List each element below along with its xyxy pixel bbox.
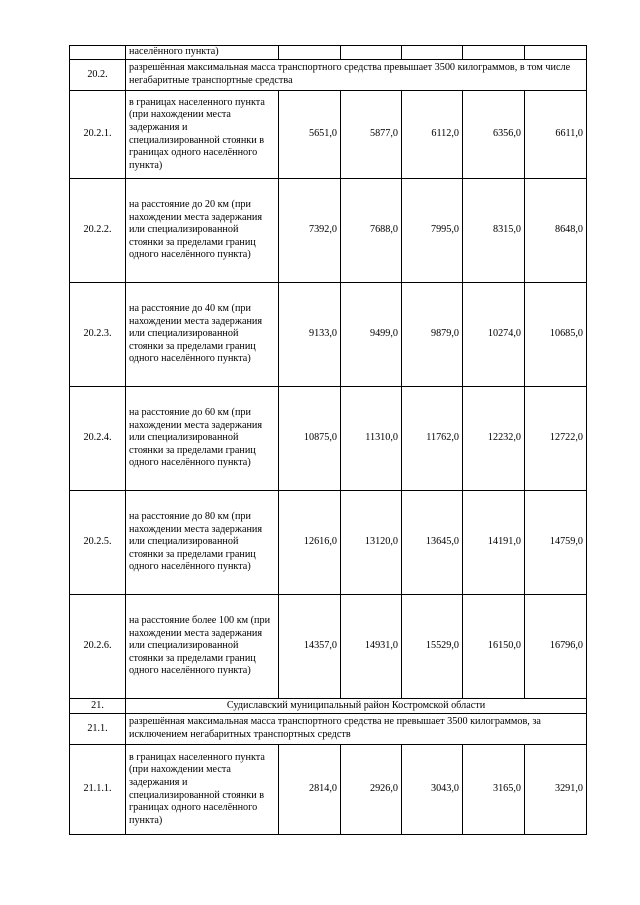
group-description: разрешённая максимальная масса транспортного средства не превышает 3500 килограммов, за исключением негабаритных транспортных средств [126,714,587,745]
group-description: разрешённая максимальная масса транспортного средства превышает 3500 килограммов, в том числе негабаритные транспортные средства [126,60,587,91]
tariff-value: 14759,0 [525,491,587,595]
row-description: на расстояние до 80 км (при нахождении места задержания или специализированной стоянки за пределами границ одного населённого пункта) [126,491,279,595]
table-row [70,714,587,745]
tariff-value: 5651,0 [279,91,341,179]
tariff-value: 15529,0 [402,595,463,699]
tariff-value [463,46,525,60]
row-number: 21.1.1. [70,745,126,835]
tariff-value: 9133,0 [279,283,341,387]
table-row [70,595,587,699]
tariff-value [341,46,402,60]
row-description: на расстояние до 20 км (при нахождении места задержания или специализированной стоянки за пределами границ одного населённого пункта) [126,179,279,283]
tariff-value: 10875,0 [279,387,341,491]
row-description: на расстояние до 40 км (при нахождении места задержания или специализированной стоянки за пределами границ одного населённого пункта) [126,283,279,387]
tariff-value: 12616,0 [279,491,341,595]
tariff-value: 7688,0 [341,179,402,283]
tariff-value: 14357,0 [279,595,341,699]
tariff-table-body [70,46,587,835]
tariff-value: 7995,0 [402,179,463,283]
row-number [70,46,126,60]
tariff-value: 8648,0 [525,179,587,283]
row-description: на расстояние до 60 км (при нахождении места задержания или специализированной стоянки за пределами границ одного населённого пункта) [126,387,279,491]
row-description: населённого пункта) [126,46,279,60]
tariff-value: 6356,0 [463,91,525,179]
row-description: на расстояние более 100 км (при нахождении места задержания или специализированной стоянки за пределами границ одного населённого пункта) [126,595,279,699]
row-number: 21. [70,699,126,714]
row-description: в границах населенного пункта (при нахождении места задержания и специализированной стоянки в границах одного населённого пункта) [126,745,279,835]
table-row [70,179,587,283]
row-number: 20.2.1. [70,91,126,179]
tariff-value: 3043,0 [402,745,463,835]
table-row [70,91,587,179]
tariff-value: 12722,0 [525,387,587,491]
row-number: 21.1. [70,714,126,745]
tariff-value: 6112,0 [402,91,463,179]
row-number: 20.2.3. [70,283,126,387]
tariff-value: 3165,0 [463,745,525,835]
row-description: в границах населенного пункта (при нахождении места задержания и специализированной стоянки в границах одного населённого пункта) [126,91,279,179]
tariff-value [279,46,341,60]
table-row [70,491,587,595]
tariff-value: 11762,0 [402,387,463,491]
tariff-value: 6611,0 [525,91,587,179]
table-row [70,387,587,491]
row-number: 20.2.2. [70,179,126,283]
row-number: 20.2.6. [70,595,126,699]
table-row [70,283,587,387]
tariff-value: 11310,0 [341,387,402,491]
tariff-value [402,46,463,60]
tariff-value: 16796,0 [525,595,587,699]
table-row [70,745,587,835]
table-row [70,46,587,60]
district-title: Судиславский муниципальный район Костромской области [126,699,587,714]
tariff-value: 10685,0 [525,283,587,387]
tariff-value: 16150,0 [463,595,525,699]
table-row [70,60,587,91]
row-number: 20.2.5. [70,491,126,595]
tariff-value: 10274,0 [463,283,525,387]
row-number: 20.2. [70,60,126,91]
tariff-value: 13645,0 [402,491,463,595]
tariff-value: 14191,0 [463,491,525,595]
tariff-value [525,46,587,60]
tariff-value: 9499,0 [341,283,402,387]
tariff-value: 2814,0 [279,745,341,835]
table-row [70,699,587,714]
tariff-value: 14931,0 [341,595,402,699]
tariff-value: 13120,0 [341,491,402,595]
tariff-value: 2926,0 [341,745,402,835]
tariff-value: 7392,0 [279,179,341,283]
tariff-table [69,45,587,835]
tariff-value: 12232,0 [463,387,525,491]
tariff-value: 9879,0 [402,283,463,387]
tariff-value: 8315,0 [463,179,525,283]
tariff-value: 5877,0 [341,91,402,179]
row-number: 20.2.4. [70,387,126,491]
tariff-value: 3291,0 [525,745,587,835]
